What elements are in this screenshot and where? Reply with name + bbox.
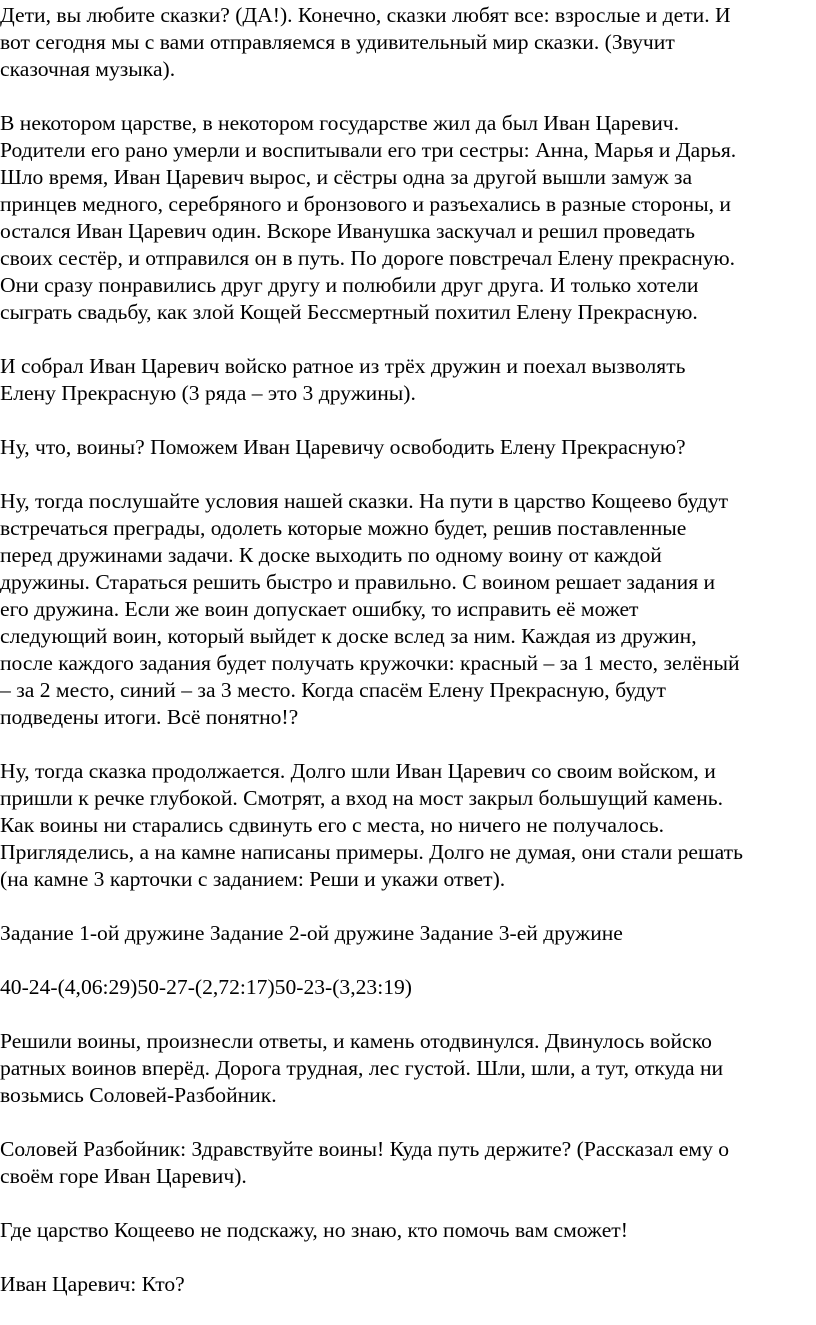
text-line: перед дружинами задачи. К доске выходить по одному воину от каждой (0, 543, 662, 567)
text-line: Шло время, Иван Царевич вырос, и сёстры одна за другой вышли замуж за (0, 165, 693, 189)
text-line: Родители его рано умерли и воспитывали его три сестры: Анна, Марья и Дарья. (0, 138, 737, 162)
text-line: Они сразу понравились друг другу и полюбили друг друга. И только хотели (0, 273, 699, 297)
text-line: ратных воинов вперёд. Дорога трудная, лес густой. Шли, шли, а тут, откуда ни (0, 1056, 724, 1080)
paragraph (0, 974, 816, 1001)
text-line: В некотором царстве, в некотором государстве жил да был Иван Царевич. (0, 111, 680, 135)
text-line: Ну, тогда сказка продолжается. Долго шли Иван Царевич со своим войском, и (0, 759, 716, 783)
paragraph (0, 920, 816, 947)
text-line: Иван Царевич: Кто? (0, 1272, 185, 1296)
text-line: Елену Прекрасную (3 ряда – это 3 дружины). (0, 381, 416, 405)
text-line: Как воины ни старались сдвинуть его с места, но ничего не получалось. (0, 813, 665, 837)
paragraph (0, 1028, 816, 1109)
text-line: Соловей Разбойник: Здравствуйте воины! Куда путь держите? (Рассказал ему о (0, 1137, 730, 1161)
text-line: подведены итоги. Всё понятно!? (0, 705, 299, 729)
text-line: (на камне 3 карточки с заданием: Реши и укажи ответ). (0, 867, 506, 891)
paragraph (0, 2, 816, 83)
text-line: дружины. Стараться решить быстро и правильно. С воином решает задания и (0, 570, 716, 594)
text-line: – за 2 место, синий – за 3 место. Когда спасём Елену Прекрасную, будут (0, 678, 666, 702)
text-line: остался Иван Царевич один. Вскоре Иванушка заскучал и решил проведать (0, 219, 695, 243)
text-line: И собрал Иван Царевич войско ратное из трёх дружин и поехал вызволять (0, 354, 686, 378)
text-line: Где царство Кощеево не подскажу, но знаю, кто помочь вам сможет! (0, 1218, 628, 1242)
text-line: Дети, вы любите сказки? (ДА!). Конечно, сказки любят все: взрослые и дети. И (0, 3, 731, 27)
paragraph (0, 353, 816, 407)
text-line: Ну, что, воины? Поможем Иван Царевичу освободить Елену Прекрасную? (0, 435, 686, 459)
text-line: 40-24-(4,06:29)50-27-(2,72:17)50-23-(3,23:19) (0, 975, 412, 999)
text-line: сказочная музыка). (0, 57, 176, 81)
text-line: своём горе Иван Царевич). (0, 1164, 247, 1188)
paragraph (0, 488, 816, 731)
paragraph (0, 1271, 816, 1298)
text-line: после каждого задания будет получать кружочки: красный – за 1 место, зелёный (0, 651, 740, 675)
text-line: его дружина. Если же воин допускает ошибку, то исправить её может (0, 597, 639, 621)
text-line: пришли к речке глубокой. Смотрят, а вход на мост закрыл большущий камень. (0, 786, 724, 810)
paragraph (0, 1136, 816, 1190)
paragraph (0, 758, 816, 893)
document-body (0, 2, 816, 1325)
paragraph (0, 1217, 816, 1244)
text-line: сыграть свадьбу, как злой Кощей Бессмертный похитил Елену Прекрасную. (0, 300, 698, 324)
text-line: своих сестёр, и отправился он в путь. По дороге повстречал Елену прекрасную. (0, 246, 736, 270)
text-line: Ну, тогда послушайте условия нашей сказки. На пути в царство Кощеево будут (0, 489, 729, 513)
text-line: встречаться преграды, одолеть которые можно будет, решив поставленные (0, 516, 687, 540)
text-line: Решили воины, произнесли ответы, и камень отодвинулся. Двинулось войско (0, 1029, 712, 1053)
text-line: возьмись Соловей-Разбойник. (0, 1083, 277, 1107)
text-line: Пригляделись, а на камне написаны примеры. Долго не думая, они стали решать (0, 840, 743, 864)
text-line: Задание 1-ой дружине Задание 2-ой дружине Задание 3-ей дружине (0, 921, 623, 945)
paragraph (0, 110, 816, 326)
text-line: следующий воин, который выйдет к доске вслед за ним. Каждая из дружин, (0, 624, 697, 648)
text-line: вот сегодня мы с вами отправляемся в удивительный мир сказки. (Звучит (0, 30, 675, 54)
text-line: принцев медного, серебряного и бронзового и разъехались в разные стороны, и (0, 192, 731, 216)
paragraph (0, 434, 816, 461)
